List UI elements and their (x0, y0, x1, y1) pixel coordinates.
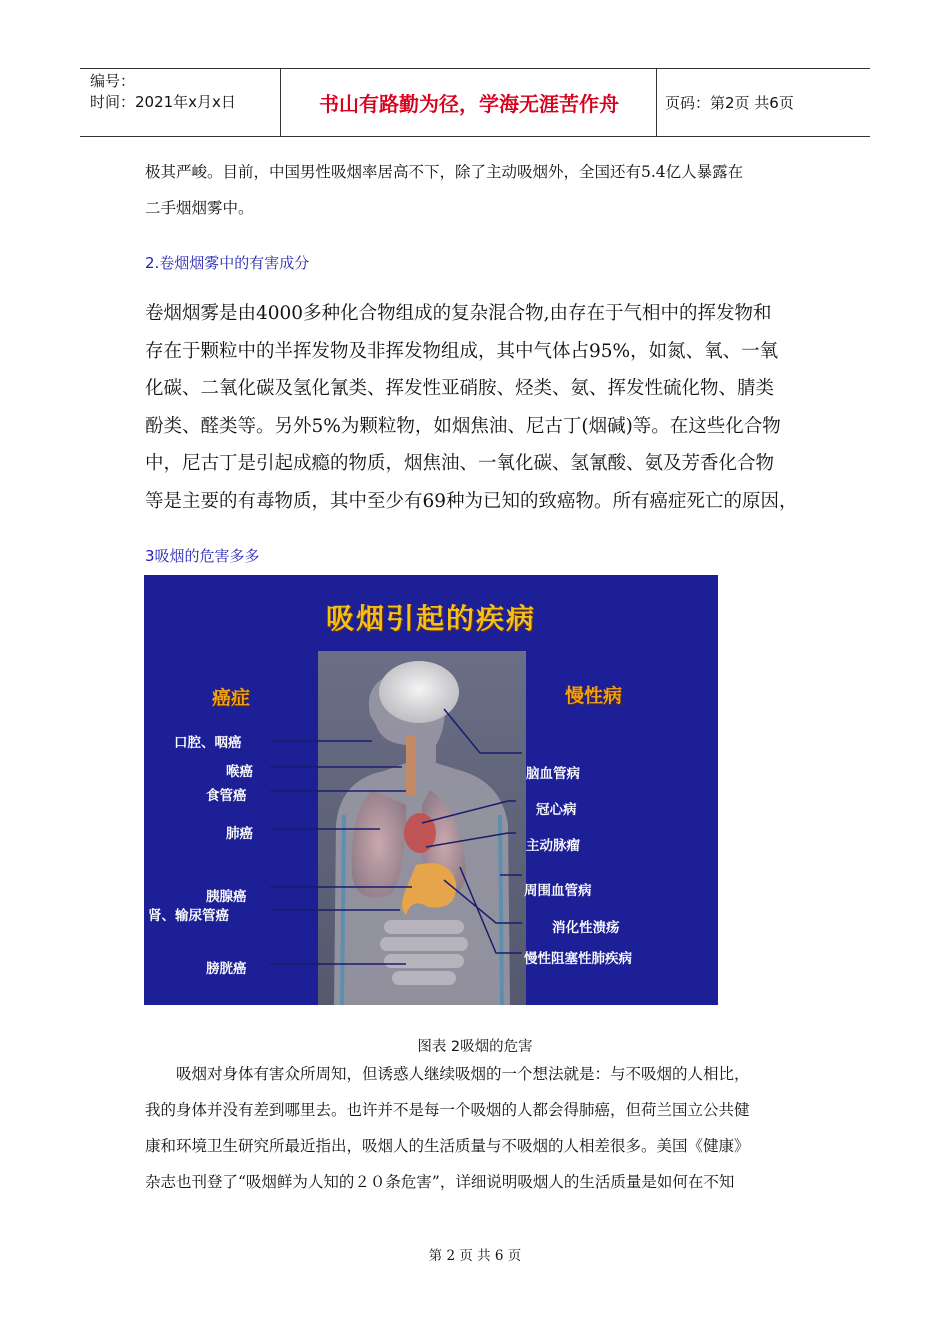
text-line: 存在于颗粒中的半挥发物及非挥发物组成，其中气体占95%，如氮、氧、一氧 (145, 340, 779, 362)
page-footer: 第 2 页 共 6 页 (428, 1248, 522, 1264)
header-divider (280, 69, 281, 136)
text-line: 我的身体并没有差到哪里去。也许并不是每一个吸烟的人都会得肺癌，但荷兰国立公共健 (145, 1101, 750, 1119)
section-heading-3: 3吸烟的危害多多 (145, 547, 260, 565)
disease-label-right: 冠心病 (536, 802, 577, 818)
disease-label-left: 喉癌 (226, 764, 253, 780)
heart-shape (404, 813, 436, 853)
header-table (80, 68, 870, 137)
text-line: 康和环境卫生研究所最近指出，吸烟人的生活质量与不吸烟的人相差很多。美国《健康》 (145, 1137, 750, 1155)
disease-label-right: 周围血管病 (524, 883, 592, 899)
disease-label-right: 慢性阻塞性肺疾病 (524, 951, 632, 967)
text-line: 二手烟烟雾中。 (145, 199, 254, 217)
header-page-info: 页码：第2页 共6页 (665, 94, 794, 112)
number-label: 编号： (90, 72, 136, 90)
figure-caption: 图表 2吸烟的危害 (417, 1039, 533, 1055)
text-line: 化碳、二氧化碳及氢化氰类、挥发性亚硝胺、烃类、氨、挥发性硫化物、腈类 (145, 378, 775, 399)
smoking-diseases-figure (144, 575, 718, 1005)
disease-label-left: 肾、输尿管癌 (148, 908, 229, 924)
header-divider (656, 69, 657, 136)
text-line: 极其严峻。目前，中国男性吸烟率居高不下，除了主动吸烟外，全国还有5.4亿人暴露在 (145, 163, 744, 181)
disease-label-left: 肺癌 (226, 826, 253, 842)
disease-label-right: 消化性溃疡 (552, 920, 620, 936)
text-line: 酚类、醛类等。另外5%为颗粒物，如烟焦油、尼古丁(烟碱)等。在这些化合物 (145, 415, 781, 437)
disease-label-left: 胰腺癌 (206, 889, 247, 905)
disease-label-left: 口腔、咽癌 (174, 735, 242, 751)
paragraph-harm (145, 1056, 817, 1200)
paragraph-smoke-components (145, 295, 817, 520)
disease-label-left: 膀胱癌 (206, 961, 247, 977)
text-line: 卷烟烟雾是由4000多种化合物组成的复杂混合物,由存在于气相中的挥发物和 (145, 303, 772, 324)
date-label: 时间：2021年x月x日 (90, 93, 236, 111)
chronic-category-label: 慢性病 (565, 685, 623, 707)
text-line: 吸烟对身体有害众所周知，但诱惑人继续吸烟的一个想法就是：与不吸烟的人相比， (176, 1065, 750, 1083)
figure-title: 吸烟引起的疾病 (325, 602, 536, 635)
section-heading-2: 2.卷烟烟雾中的有害成分 (145, 254, 310, 272)
cancer-category-label: 癌症 (212, 687, 251, 709)
paragraph-intro (145, 154, 815, 226)
disease-label-right: 主动脉瘤 (526, 838, 580, 854)
disease-label-left: 食管癌 (206, 788, 247, 804)
header-meta (90, 71, 236, 113)
header-motto: 书山有路勤为径，学海无涯苦作舟 (319, 92, 619, 116)
disease-label-right: 脑血管病 (526, 766, 580, 782)
text-line: 等是主要的有毒物质，其中至少有69种为已知的致癌物。所有癌症死亡的原因， (145, 490, 798, 512)
text-line: 杂志也刊登了“吸烟鲜为人知的２０条危害”，详细说明吸烟人的生活质量是如何在不知 (145, 1173, 735, 1191)
text-line: 中，尼古丁是引起成瘾的物质，烟焦油、一氧化碳、氢氰酸、氨及芳香化合物 (145, 453, 775, 474)
